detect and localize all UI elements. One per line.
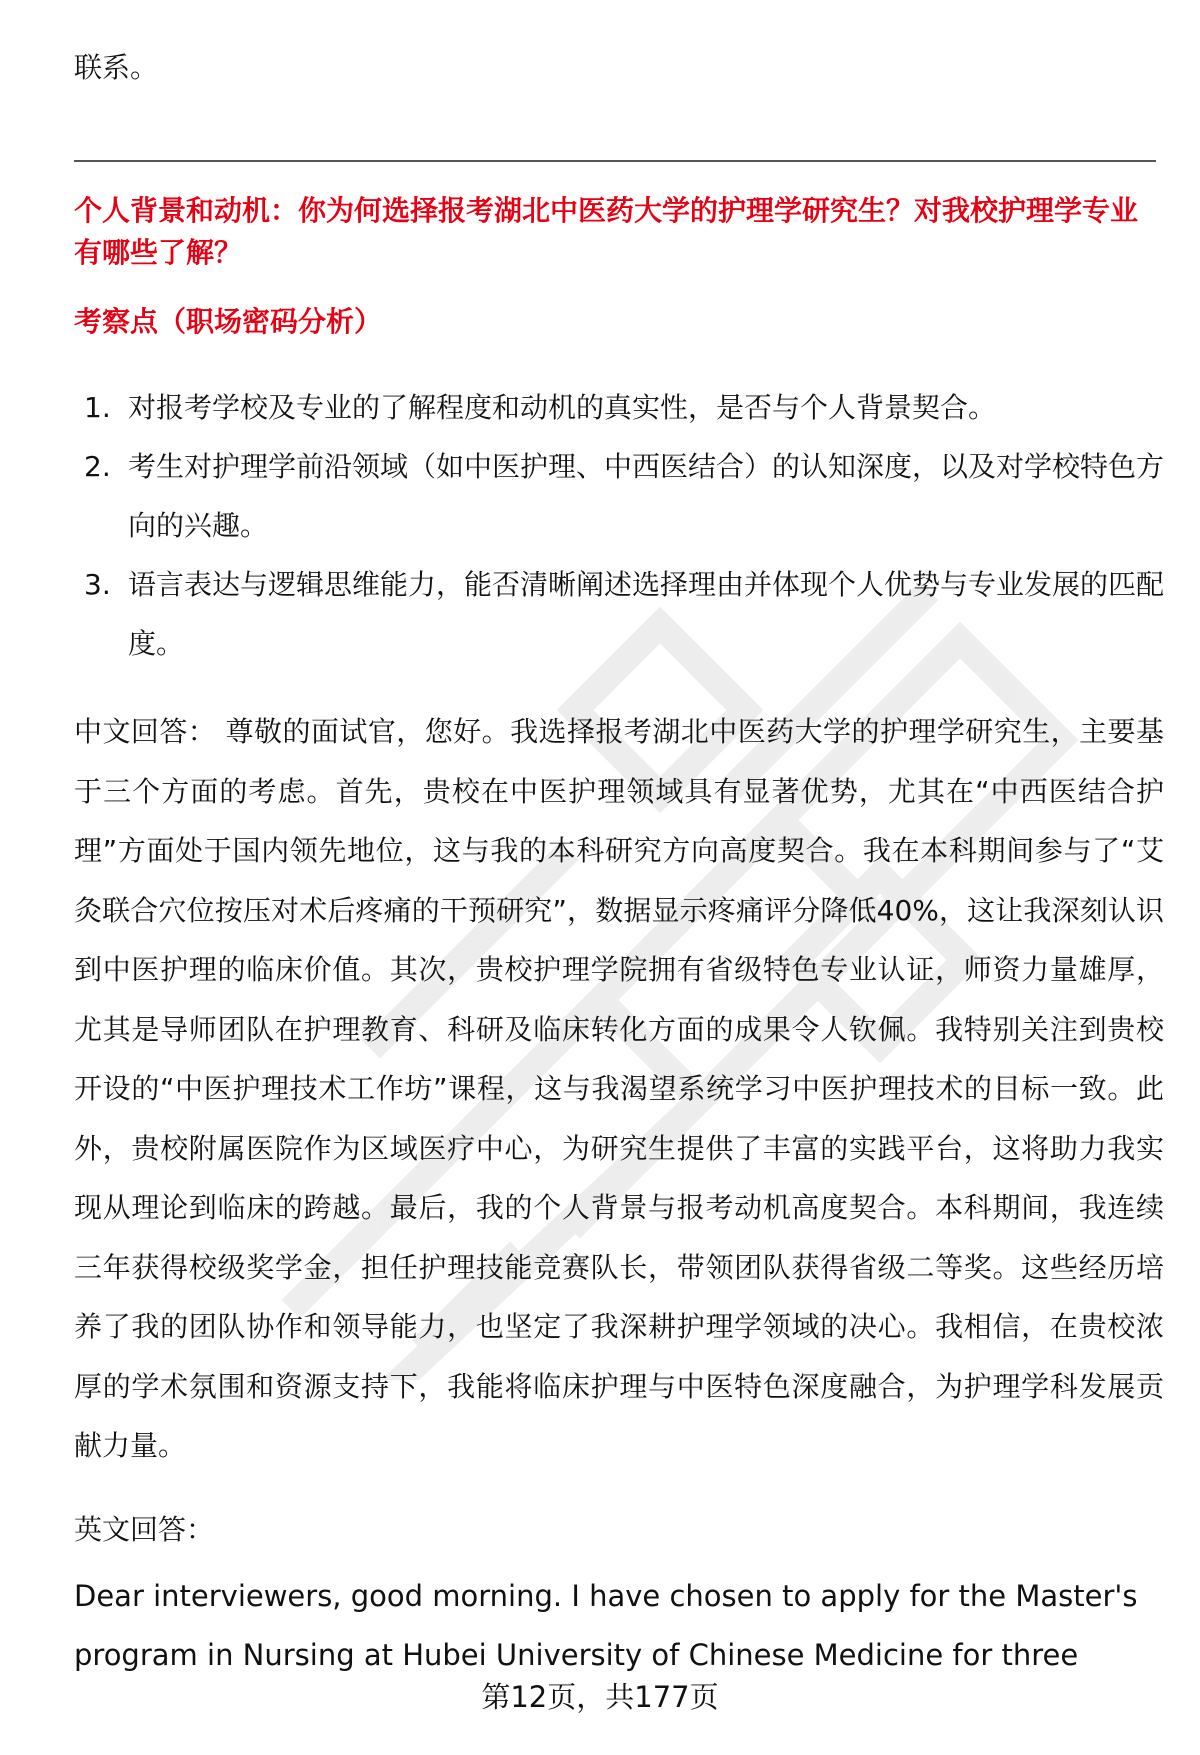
list-item	[74, 378, 1164, 437]
english-answer-label: 英文回答：	[74, 1513, 215, 1546]
list-item-text: 语言表达与逻辑思维能力，能否清晰阐述选择理由并体现个人优势与专业发展的匹配度。	[128, 568, 1165, 660]
list-item-number: 1.	[84, 391, 111, 424]
chinese-answer-paragraph: 中文回答： 尊敬的面试官，您好。我选择报考湖北中医药大学的护理学研究生，主要基于三个方面的考虑。首先，贵校在中医护理领域具有显著优势，尤其在“中西医结合护理”方面处于国内领先地位，这与我的本科研究方向高度契合。我在本科期间参与了“艾灸联合穴位按压对术后疼痛的干预研究”，数据显示疼痛评分降低40%，这让我深刻认识到中医护理的临床价值。其次，贵校护理学院拥有省级特色专业认证，师资力量雄厚，尤其是导师团队在护理教育、科研及临床转化方面的成果令人钦佩。我特别关注到贵校开设的“中医护理技术工作坊”课程，这与我渴望系统学习中医护理技术的目标一致。此外，贵校附属医院作为区域医疗中心，为研究生提供了丰富的实践平台，这将助力我实现从理论到临床的跨越。最后，我的个人背景与报考动机高度契合。本科期间，我连续三年获得校级奖学金，担任护理技能竞赛队长，带领团队获得省级二等奖。这些经历培养了我的团队协作和领导能力，也坚定了我深耕护理学领域的决心。我相信，在贵校浓厚的学术氛围和资源支持下，我能将临床护理与中医特色深度融合，为护理学科发展贡献力量。	[74, 715, 1164, 1462]
list-item-number: 2.	[84, 450, 111, 483]
analysis-section-title: 考察点（职场密码分析）	[74, 305, 383, 338]
list-item-text: 考生对护理学前沿领域（如中医护理、中西医结合）的认知深度，以及对学校特色方向的兴趣。	[128, 450, 1165, 542]
page-number-footer: 第12页，共177页	[481, 1680, 719, 1714]
list-item-text: 对报考学校及专业的了解程度和动机的真实性，是否与个人背景契合。	[128, 391, 997, 424]
continued-text: 联系。	[74, 51, 159, 84]
list-item	[74, 555, 1164, 673]
assessment-points-list	[74, 378, 1164, 673]
list-item-number: 3.	[84, 568, 111, 601]
section-divider	[74, 160, 1156, 162]
question-heading: 个人背景和动机：你为何选择报考湖北中医药大学的护理学研究生？对我校护理学专业有哪些了解？	[74, 194, 1139, 269]
english-answer-paragraph: Dear interviewers, good morning. I have chosen to apply for the Master's program in Nursing at Hubei University of Chinese Medicine for three	[74, 1579, 1138, 1672]
list-item	[74, 437, 1164, 555]
